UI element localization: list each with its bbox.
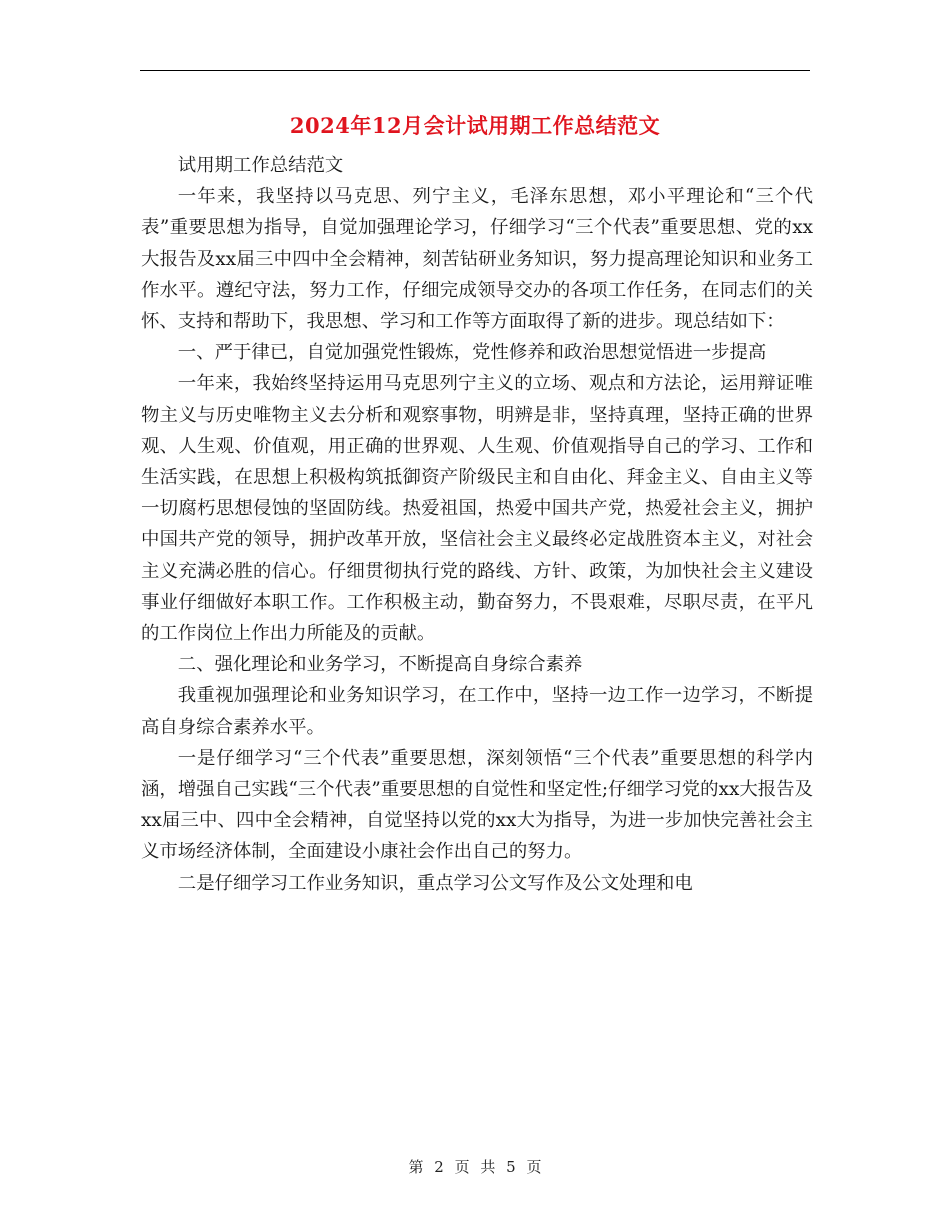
paragraph: 一年来，我始终坚持运用马克思列宁主义的立场、观点和方法论，运用辩证唯物主义与历史唯物主义去分析和观察事物，明辨是非，坚持真理，坚持正确的世界观、人生观、价值观，用正确的世界观、人生观、价值观指导自己的学习、工作和生活实践，在思想上积极构筑抵御资产阶级民主和自由化、拜金主义、自由主义等一切腐朽思想侵蚀的坚固防线。热爱祖国，热爱中国共产党，热爱社会主义，拥护中国共产党的领导，拥护改革开放，坚信社会主义最终必定战胜资本主义，对社会主义充满必胜的信心。仔细贯彻执行党的路线、方针、政策，为加快社会主义建设事业仔细做好本职工作。工作积极主动，勤奋努力，不畏艰难，尽职尽责，在平凡的工作岗位上作出力所能及的贡献。 — [141, 373, 813, 645]
paragraph: 一是仔细学习“三个代表”重要思想，深刻领悟“三个代表”重要思想的科学内涵，增强自己实践“三个代表”重要思想的自觉性和坚定性;仔细学习党的xx大报告及xx届三中、四中全会精神，自觉坚持以党的xx大为指导，为进一步加快完善社会主义市场经济体制，全面建设小康社会作出自己的努力。 — [141, 747, 813, 863]
header-rule — [140, 70, 810, 71]
paragraph: 试用期工作总结范文 — [177, 155, 344, 176]
section-heading: 二、强化理论和业务学习，不断提高自身综合素养 — [177, 654, 583, 676]
document-title: 2024年12月会计试用期工作总结范文 — [289, 113, 661, 138]
section-heading: 一、严于律已，自觉加强党性锻炼，党性修养和政治思想觉悟进一步提高 — [177, 342, 767, 364]
paragraph: 二是仔细学习工作业务知识，重点学习公文写作及公文处理和电 — [177, 872, 693, 894]
paragraph: 我重视加强理论和业务知识学习，在工作中，坚持一边工作一边学习，不断提高自身综合素养水平。 — [141, 685, 813, 738]
paragraph: 一年来，我坚持以马克思、列宁主义，毛泽东思想，邓小平理论和“三个代表”重要思想为指导，自觉加强理论学习，仔细学习“三个代表”重要思想、党的xx大报告及xx届三中四中全会精神，刻苦钻研业务知识，努力提高理论知识和业务工作水平。遵纪守法，努力工作，仔细完成领导交办的各项工作任务，在同志们的关怀、支持和帮助下，我思想、学习和工作等方面取得了新的进步。现总结如下： — [141, 186, 813, 333]
page-number: 第 2 页 共 5 页 — [408, 1158, 542, 1176]
document-body — [141, 150, 813, 899]
